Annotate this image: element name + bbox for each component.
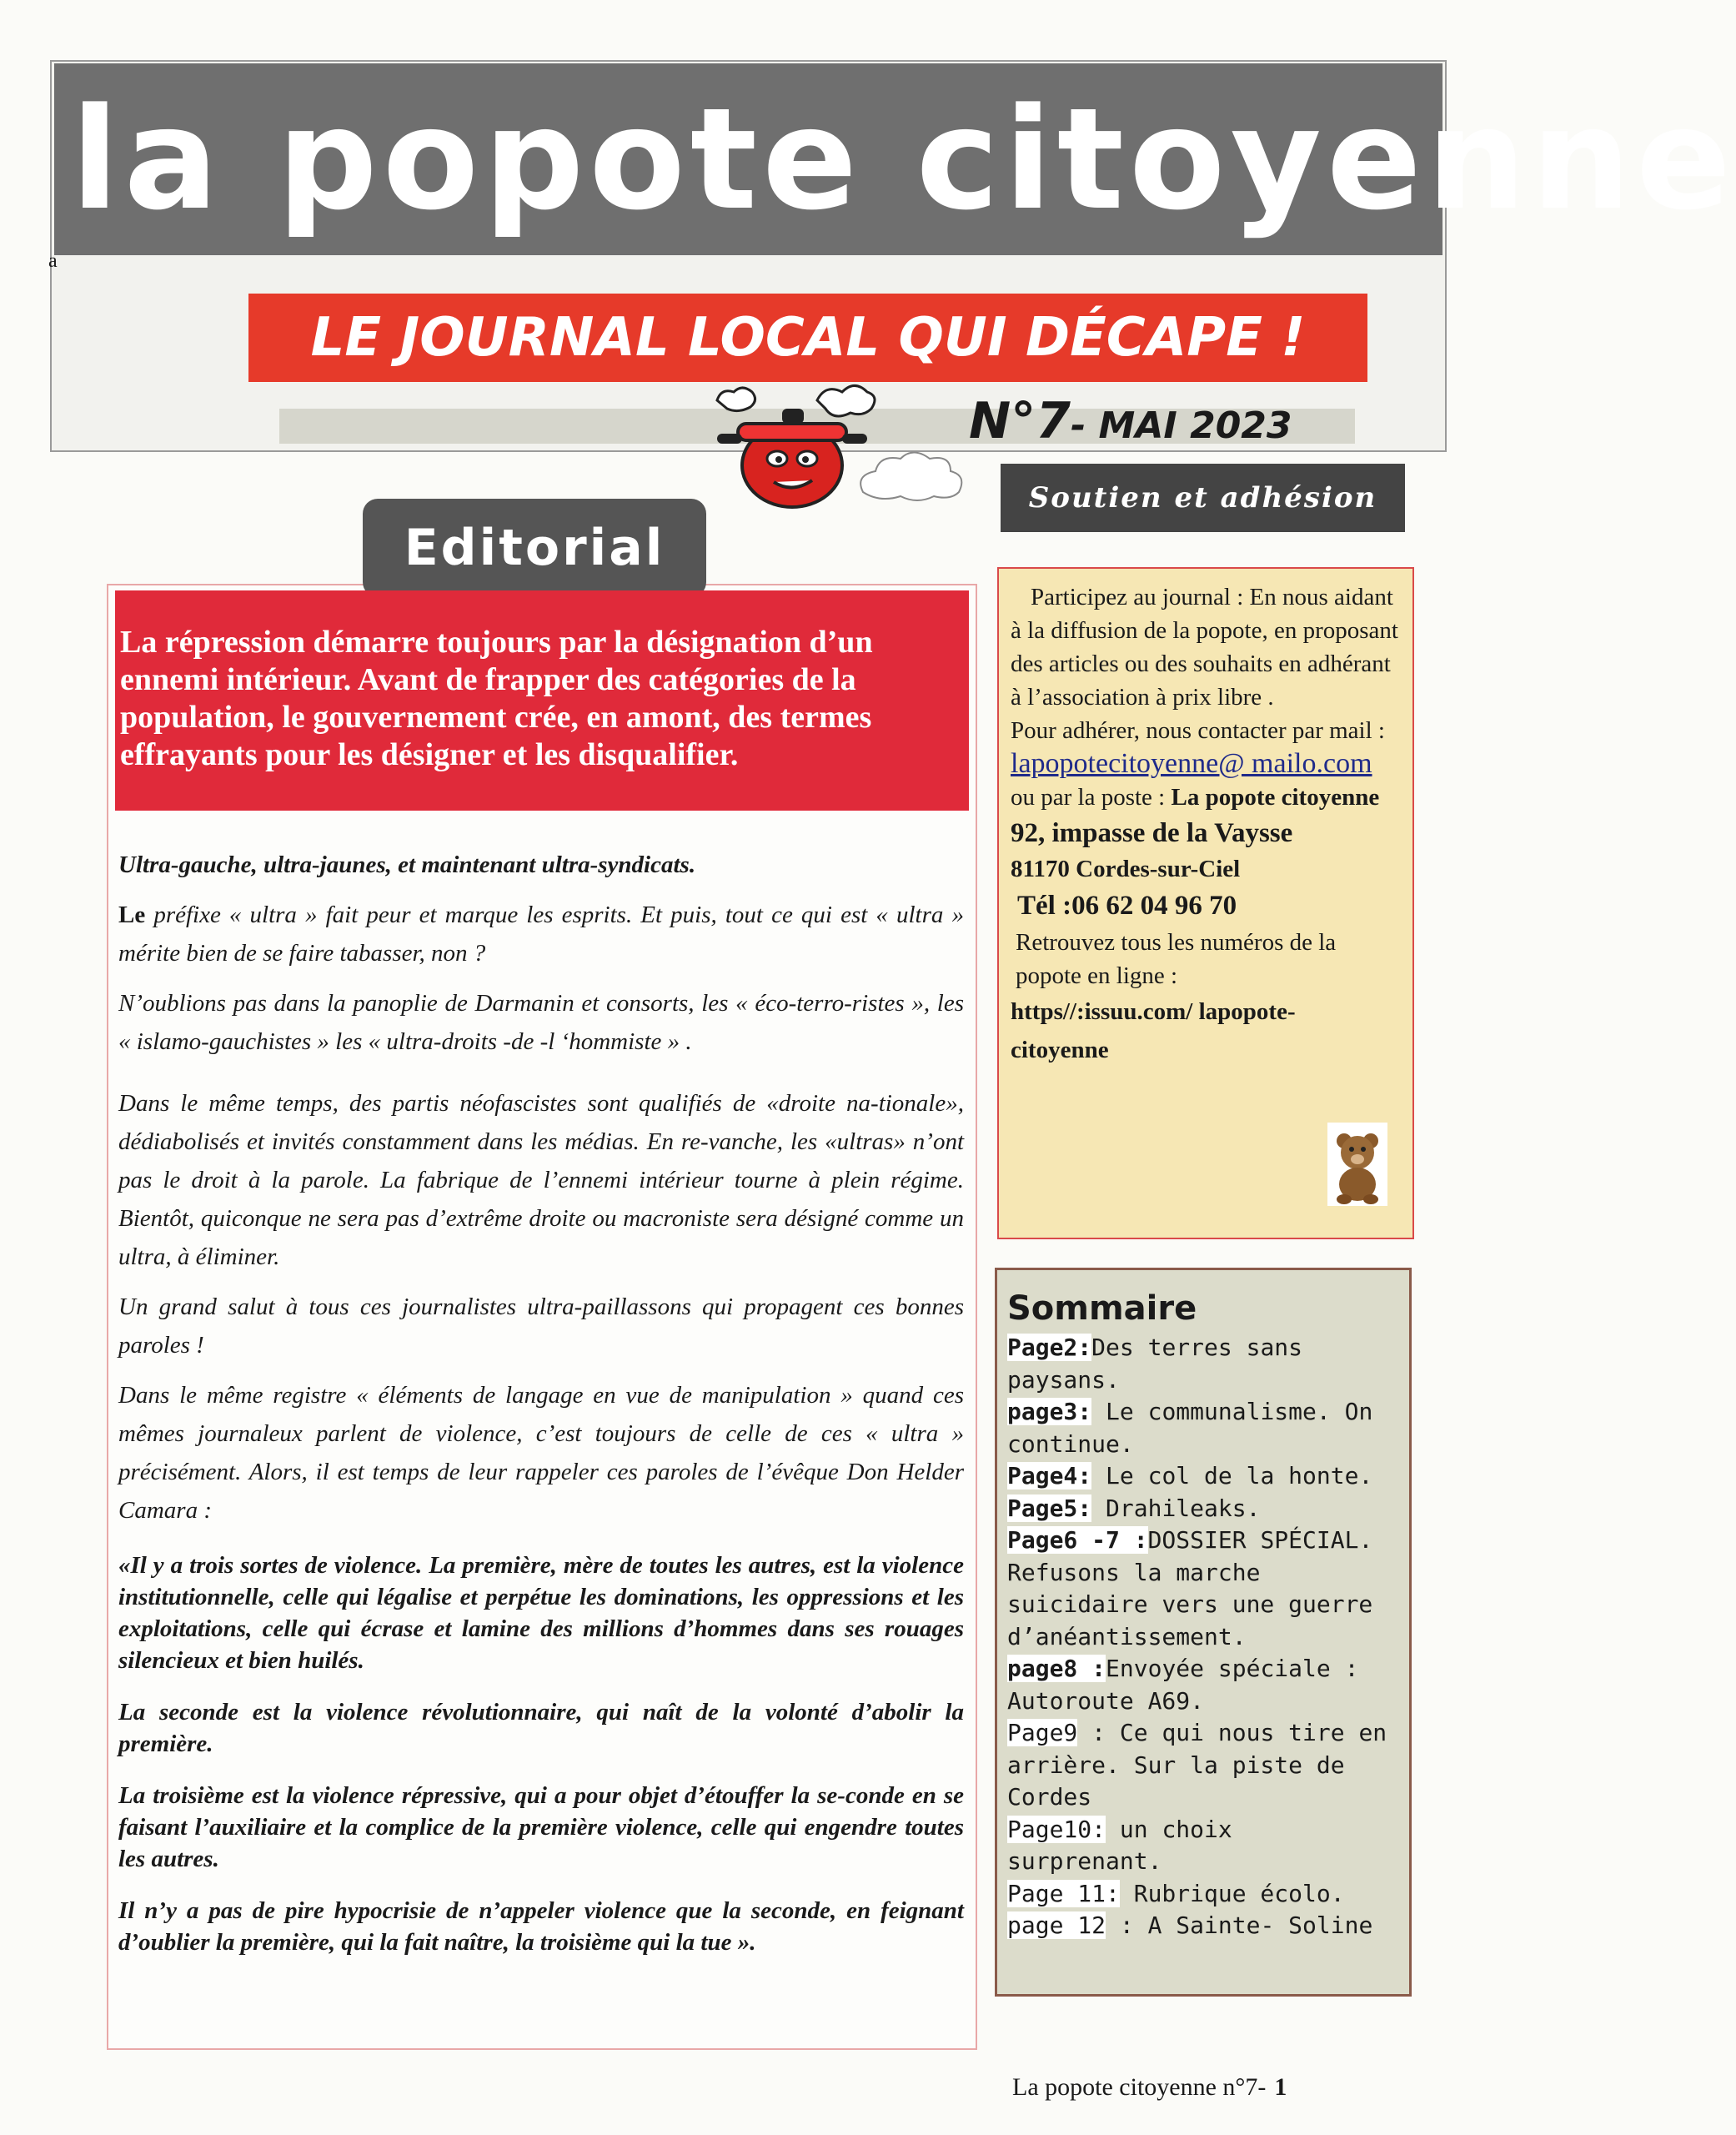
editorial-body bbox=[118, 846, 964, 1970]
sommaire-item[interactable] bbox=[1007, 1717, 1401, 1814]
issue-label: N°7 bbox=[969, 392, 1071, 450]
editorial-paragraph: Un grand salut à tous ces journalistes ultra-paillassons qui propagent ces bonnes paroles ! bbox=[118, 1294, 964, 1359]
page-footer bbox=[1012, 2073, 1287, 2102]
phone: Tél :06 62 04 96 70 bbox=[1017, 891, 1237, 921]
editorial-paragraph-text: préfixe « ultra » fait peur et marque les esprits. Et puis, tout ce qui est « ultra » mérite bien de se faire tabasser, non ? bbox=[118, 902, 964, 967]
editorial-paragraph: Dans le même registre « éléments de langage en vue de manipulation » quand ces mêmes journaleux parlent de violence, c’est toujours de celle de ces « ultra » précisément. Alors, il est temps de leur rappeler ces paroles de l’évêque Don Helder Camara : bbox=[118, 1382, 964, 1524]
quote-paragraph: «Il y a trois sortes de violence. La première, mère de toutes les autres, est la violence institutionnelle, celle qui légalise et perpétue les dominations, les oppressions et les exploitations, celle qui écrase et lamine des millions d’hommes dans ses rouages silencieux et bien huilés. bbox=[118, 1552, 964, 1674]
sommaire-text: Des terres sans paysans. bbox=[1007, 1334, 1303, 1394]
sommaire-item[interactable] bbox=[1007, 1332, 1401, 1396]
sommaire-page: Page6 -7 : bbox=[1007, 1526, 1148, 1554]
sommaire-item[interactable] bbox=[1007, 1460, 1401, 1493]
editorial-paragraph: Dans le même temps, des partis néofascistes sont qualifiés de «droite na-tionale», dédiabolisés et invités constamment dans les médias. En re-vanche, les «ultras» n’ont pas le droit à la parole. La fabrique de l’ennemi intérieur tourne à plein régime. Bientôt, quiconque ne sera pas d’extrême droite ou macroniste sera désigné comme un ultra, à éliminer. bbox=[118, 1090, 964, 1270]
sommaire-page: Page 11: bbox=[1007, 1879, 1120, 1907]
post-line bbox=[1011, 781, 1404, 814]
sommaire-item[interactable] bbox=[1007, 1814, 1401, 1878]
masthead-title: la popote citoyenne bbox=[54, 63, 1442, 255]
sommaire-page: page3: bbox=[1007, 1398, 1092, 1425]
page-number: 1 bbox=[1274, 2073, 1287, 2101]
editorial-paragraph: N’oublions pas dans la panoplie de Darmanin et consorts, les « éco-terro-ristes », les « islamo-gauchistes » les « ultra-droits -de -l ‘hommiste » . bbox=[118, 990, 964, 1055]
sommaire-text: : Ce qui nous tire en arrière. Sur la piste de Cordes bbox=[1007, 1719, 1387, 1811]
sommaire-item[interactable] bbox=[1007, 1653, 1401, 1717]
tagline: LE JOURNAL LOCAL QUI DÉCAPE ! bbox=[248, 294, 1367, 382]
sommaire-page: Page2: bbox=[1007, 1334, 1092, 1361]
post-name: La popote citoyenne bbox=[1171, 784, 1380, 811]
sommaire-page: Page5: bbox=[1007, 1494, 1092, 1522]
editorial-paragraph bbox=[118, 896, 964, 972]
address-line-2: 81170 Cordes-sur-Ciel bbox=[1011, 856, 1241, 882]
sommaire-page: Page10: bbox=[1007, 1815, 1106, 1843]
sommaire-title: Sommaire bbox=[1007, 1289, 1197, 1328]
issues-text: Retrouvez tous les numéros de la popote en ligne : bbox=[1016, 929, 1337, 989]
sommaire-text: Drahileaks. bbox=[1091, 1494, 1261, 1522]
sommaire-text: Rubrique écolo. bbox=[1119, 1879, 1345, 1907]
quote-paragraph: Il n’y a pas de pire hypocrisie de n’appeler violence que la seconde, en feignant d’oublier la première, qui la fait naître, la troisième qui la tue ». bbox=[118, 1897, 964, 1956]
sommaire-text: DOSSIER SPÉCIAL. Refusons la marche suicidaire vers une guerre d’anéantissement. bbox=[1007, 1526, 1373, 1650]
sommaire-item[interactable] bbox=[1007, 1910, 1401, 1942]
editorial-lead-word: Le bbox=[118, 902, 146, 928]
sommaire-item[interactable] bbox=[1007, 1493, 1401, 1525]
issues-url[interactable]: https//:issuu.com/ lapopote-citoyenne bbox=[1011, 998, 1296, 1063]
soutien-intro: Participez au journal : En nous aidant à la diffusion de la popote, en proposant des articles ou des souhaits en adhérant à l’association à prix libre . bbox=[1011, 584, 1398, 711]
sommaire-text: Le col de la honte. bbox=[1091, 1462, 1373, 1489]
sommaire-page: page8 : bbox=[1007, 1655, 1106, 1682]
quote-paragraph: La troisième est la violence répressive, qui a pour objet d’étouffer la se-conde en se faisant l’auxiliaire et la complice de la première violence, celle qui engendre toutes les autres. bbox=[118, 1782, 964, 1872]
post-intro: ou par la poste : bbox=[1011, 784, 1166, 811]
sommaire-text: : A Sainte- Soline bbox=[1106, 1911, 1373, 1939]
masthead-stray-letter: a bbox=[48, 250, 58, 272]
email-link[interactable]: lapopotecitoyenne@ mailo.com bbox=[1011, 748, 1372, 779]
sommaire-box bbox=[995, 1268, 1412, 1997]
editorial-paragraph: Ultra-gauche, ultra-jaunes, et maintenant ultra-syndicats. bbox=[118, 851, 696, 878]
sommaire-text: Le communalisme. On continue. bbox=[1007, 1398, 1373, 1458]
sommaire-item[interactable] bbox=[1007, 1878, 1401, 1911]
cloud-icon bbox=[850, 450, 976, 509]
sommaire-item[interactable] bbox=[1007, 1525, 1401, 1653]
sommaire-text: un choix surprenant. bbox=[1007, 1815, 1232, 1875]
soutien-contact: Pour adhérer, nous contacter par mail : bbox=[1011, 717, 1385, 744]
quote-paragraph: La seconde est la violence révolutionnaire, qui naît de la volonté d’abolir la première. bbox=[118, 1699, 964, 1757]
editorial-lead: La répression démarre toujours par la désignation d’un ennemi intérieur. Avant de frapper des catégories de la population, le gouvernement crée, en amont, des termes effrayants pour les désigner et les disqualifier. bbox=[115, 590, 969, 811]
sommaire-page: Page9 bbox=[1007, 1719, 1078, 1746]
sommaire-text: Envoyée spéciale : Autoroute A69. bbox=[1007, 1655, 1359, 1715]
issue-date: - MAI 2023 bbox=[1070, 404, 1292, 447]
sommaire-page: Page4: bbox=[1007, 1462, 1092, 1489]
footer-text: La popote citoyenne n°7- bbox=[1012, 2073, 1267, 2101]
issue-number bbox=[969, 392, 1292, 450]
soutien-label: Soutien et adhésion bbox=[1001, 464, 1405, 532]
address-line-1: 92, impasse de la Vaysse bbox=[1011, 818, 1293, 848]
editorial-label: Editorial bbox=[363, 499, 706, 597]
sommaire-page: page 12 bbox=[1007, 1911, 1106, 1939]
sommaire-item[interactable] bbox=[1007, 1396, 1401, 1460]
teddy-bear-icon bbox=[1327, 1123, 1387, 1206]
